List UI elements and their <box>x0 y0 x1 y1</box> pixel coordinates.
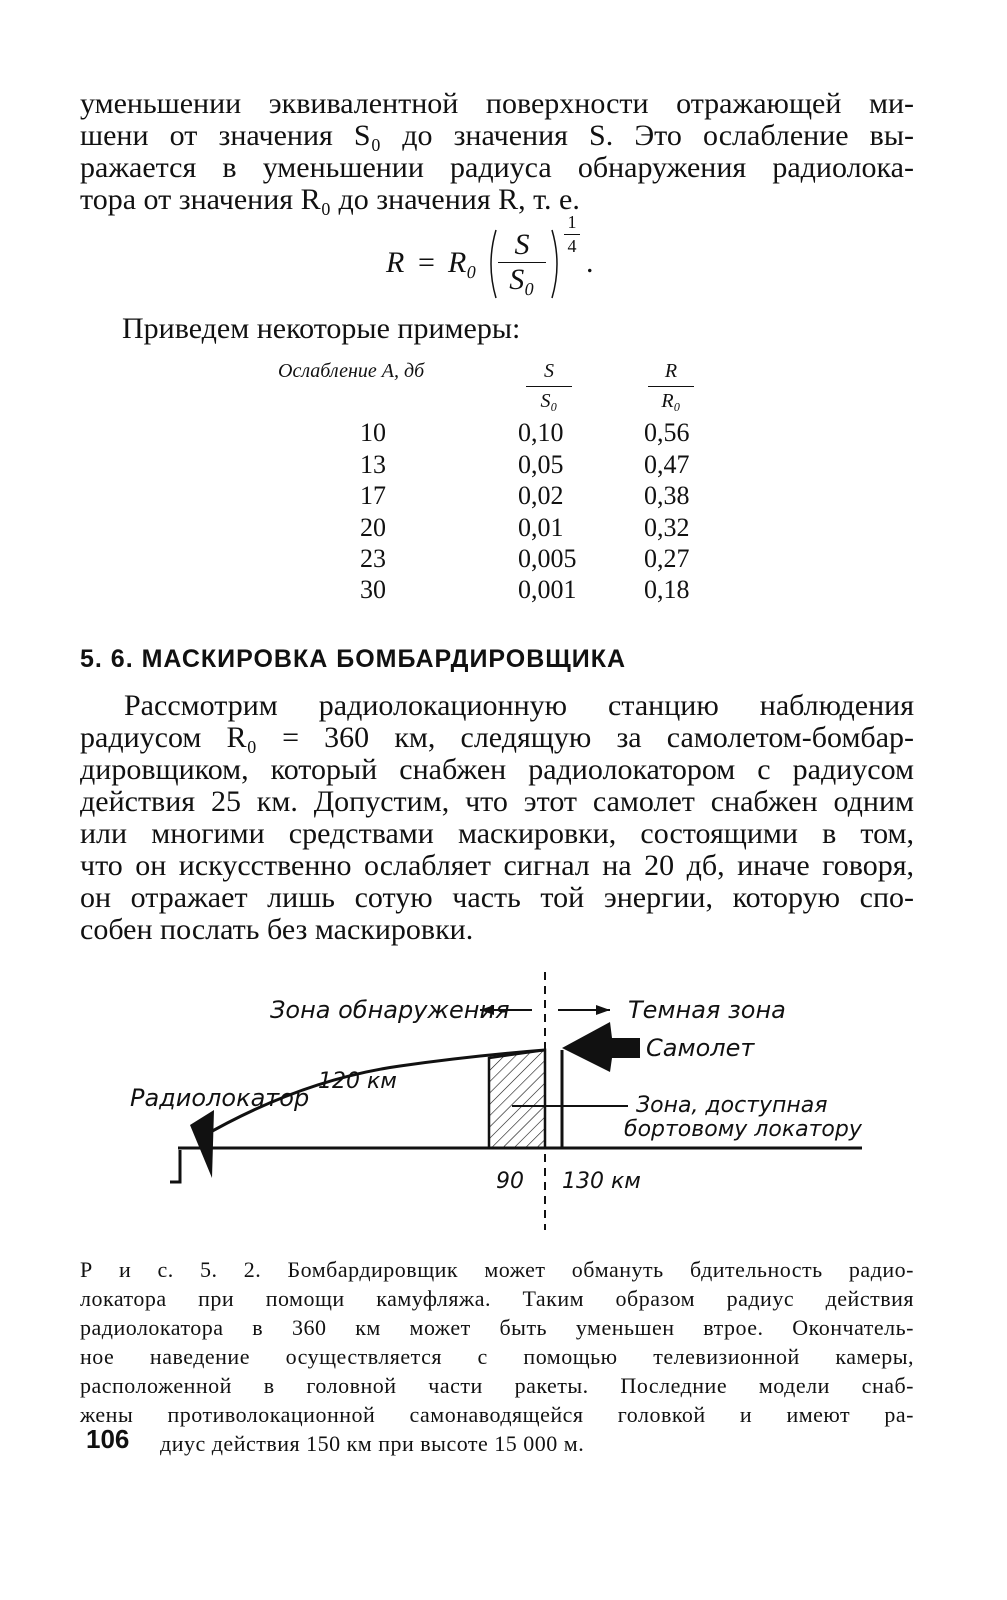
detection-zone-label: Зона обнаружения <box>270 996 510 1024</box>
radar-label: Радиолокатор <box>130 1084 310 1112</box>
fraction-bar <box>526 386 572 387</box>
dark-zone-label: Темная зона <box>628 996 786 1024</box>
range-120-label: 120 км <box>318 1069 397 1094</box>
text-line: ражается в уменьшении радиуса обнаружения радиолока- <box>80 151 914 184</box>
exponent-denominator: 4 <box>567 236 577 256</box>
formula-exponent <box>562 212 582 257</box>
formula-numerator: S <box>514 228 530 261</box>
cell-attenuation: 20 <box>360 513 386 542</box>
caption-line: локатора при помощи камуфляжа. Таким образом радиус действия <box>80 1286 914 1311</box>
intro-paragraph <box>80 88 914 216</box>
onboard-zone-label-line2: бортовому локатору <box>624 1117 862 1142</box>
table-row <box>270 575 710 607</box>
cell-attenuation: 17 <box>360 481 386 510</box>
cell-s-ratio: 0,10 <box>518 418 564 447</box>
caption-line: Р и с. 5. 2. Бомбардировщик может обмануть бдительность радио- <box>80 1257 914 1282</box>
text-line: тора от значения R₀ до значения R, т. е. <box>80 183 580 216</box>
cell-r-ratio: 0,38 <box>644 481 690 510</box>
header-s-num: S <box>544 360 554 382</box>
table-row <box>270 418 710 450</box>
text-line: Рассмотрим радиолокационную станцию наблюдения <box>124 689 914 722</box>
cell-s-ratio: 0,05 <box>518 450 564 479</box>
table-row <box>270 513 710 545</box>
page-number: 106 <box>86 1424 130 1454</box>
figure-caption <box>80 1255 914 1458</box>
cell-r-ratio: 0,18 <box>644 575 690 604</box>
caption-line: ное наведение осуществляется с помощью телевизионной камеры, <box>80 1344 914 1369</box>
formula-equals: = <box>418 246 435 279</box>
text-line: или многими средствами маскировки, состоящими в том, <box>80 817 914 850</box>
aircraft-label: Самолет <box>646 1034 755 1062</box>
caption-line: радиолокатора в 360 км может быть уменьшен втрое. Окончатель- <box>80 1315 914 1340</box>
cell-r-ratio: 0,47 <box>644 450 690 479</box>
table-row <box>270 544 710 576</box>
table-header-r-ratio <box>648 360 694 413</box>
exponent-bar <box>564 234 580 235</box>
formula-denominator: S₀ <box>509 263 535 296</box>
table-header-s-ratio <box>526 360 572 413</box>
fraction-bar <box>648 386 694 387</box>
text-line: радиусом R₀ = 360 км, следящую за самолетом-бомбар- <box>80 721 914 754</box>
text-line: он отражает лишь сотую часть той энергии, которую спо- <box>80 881 914 914</box>
header-r-num: R <box>664 360 678 382</box>
table-header-attenuation: Ослабление A, дб <box>278 360 425 382</box>
caption-line: диус действия 150 км при высоте 15 000 м. <box>160 1431 585 1456</box>
caption-line: жены противолокационной самонаводящейся головкой и имеют ра- <box>80 1402 914 1427</box>
caption-line: расположенной в головной части ракеты. Последние модели снаб- <box>80 1373 914 1398</box>
table-row <box>270 450 710 482</box>
examples-intro: Приведем некоторые примеры: <box>122 312 521 345</box>
header-s-den: S₀ <box>540 390 558 412</box>
radar-dish-icon <box>190 1110 214 1178</box>
formula-base: R₀ <box>448 246 477 279</box>
text-line: уменьшении эквивалентной поверхности отражающей ми- <box>80 87 914 120</box>
text-line: дировщиком, который снабжен радиолокатором с радиусом <box>80 753 914 786</box>
cell-s-ratio: 0,02 <box>518 481 564 510</box>
cell-r-ratio: 0,27 <box>644 544 690 573</box>
cell-attenuation: 23 <box>360 544 386 573</box>
cell-attenuation: 30 <box>360 575 386 604</box>
cell-r-ratio: 0,32 <box>644 513 690 542</box>
formula-fraction <box>498 230 546 295</box>
text-line: действия 25 км. Допустим, что этот самолет снабжен одним <box>80 785 914 818</box>
formula-end: . <box>586 246 594 279</box>
cell-s-ratio: 0,01 <box>518 513 564 542</box>
cell-s-ratio: 0,001 <box>518 575 577 604</box>
onboard-zone-label-line1: Зона, доступная <box>636 1093 828 1118</box>
aircraft-icon <box>562 1022 640 1072</box>
cell-s-ratio: 0,005 <box>518 544 577 573</box>
text-line: что он искусственно ослабляет сигнал на 20 дб, иначе говоря, <box>80 849 914 882</box>
text-line: собен послать без маскировки. <box>80 913 474 946</box>
cell-r-ratio: 0,56 <box>644 418 690 447</box>
onboard-zone-hatched <box>489 1050 545 1148</box>
table-row <box>270 481 710 513</box>
exponent-numerator: 1 <box>567 212 577 232</box>
radar-mast-icon <box>170 1150 180 1182</box>
radar-masking-figure <box>0 960 1007 1240</box>
formula-lhs: R <box>386 246 405 279</box>
text-line: шени от значения S₀ до значения S. Это ослабление вы- <box>80 119 914 152</box>
mark-90-label: 90 <box>496 1169 524 1194</box>
right-arrowhead-icon <box>596 1005 610 1015</box>
section-heading: 5. 6. МАСКИРОВКА БОМБАРДИРОВЩИКА <box>80 645 627 673</box>
radius-formula <box>386 212 616 302</box>
mark-130-label: 130 км <box>562 1169 641 1194</box>
cell-attenuation: 10 <box>360 418 386 447</box>
header-r-den: R₀ <box>661 390 681 412</box>
body-paragraph <box>80 690 914 946</box>
cell-attenuation: 13 <box>360 450 386 479</box>
